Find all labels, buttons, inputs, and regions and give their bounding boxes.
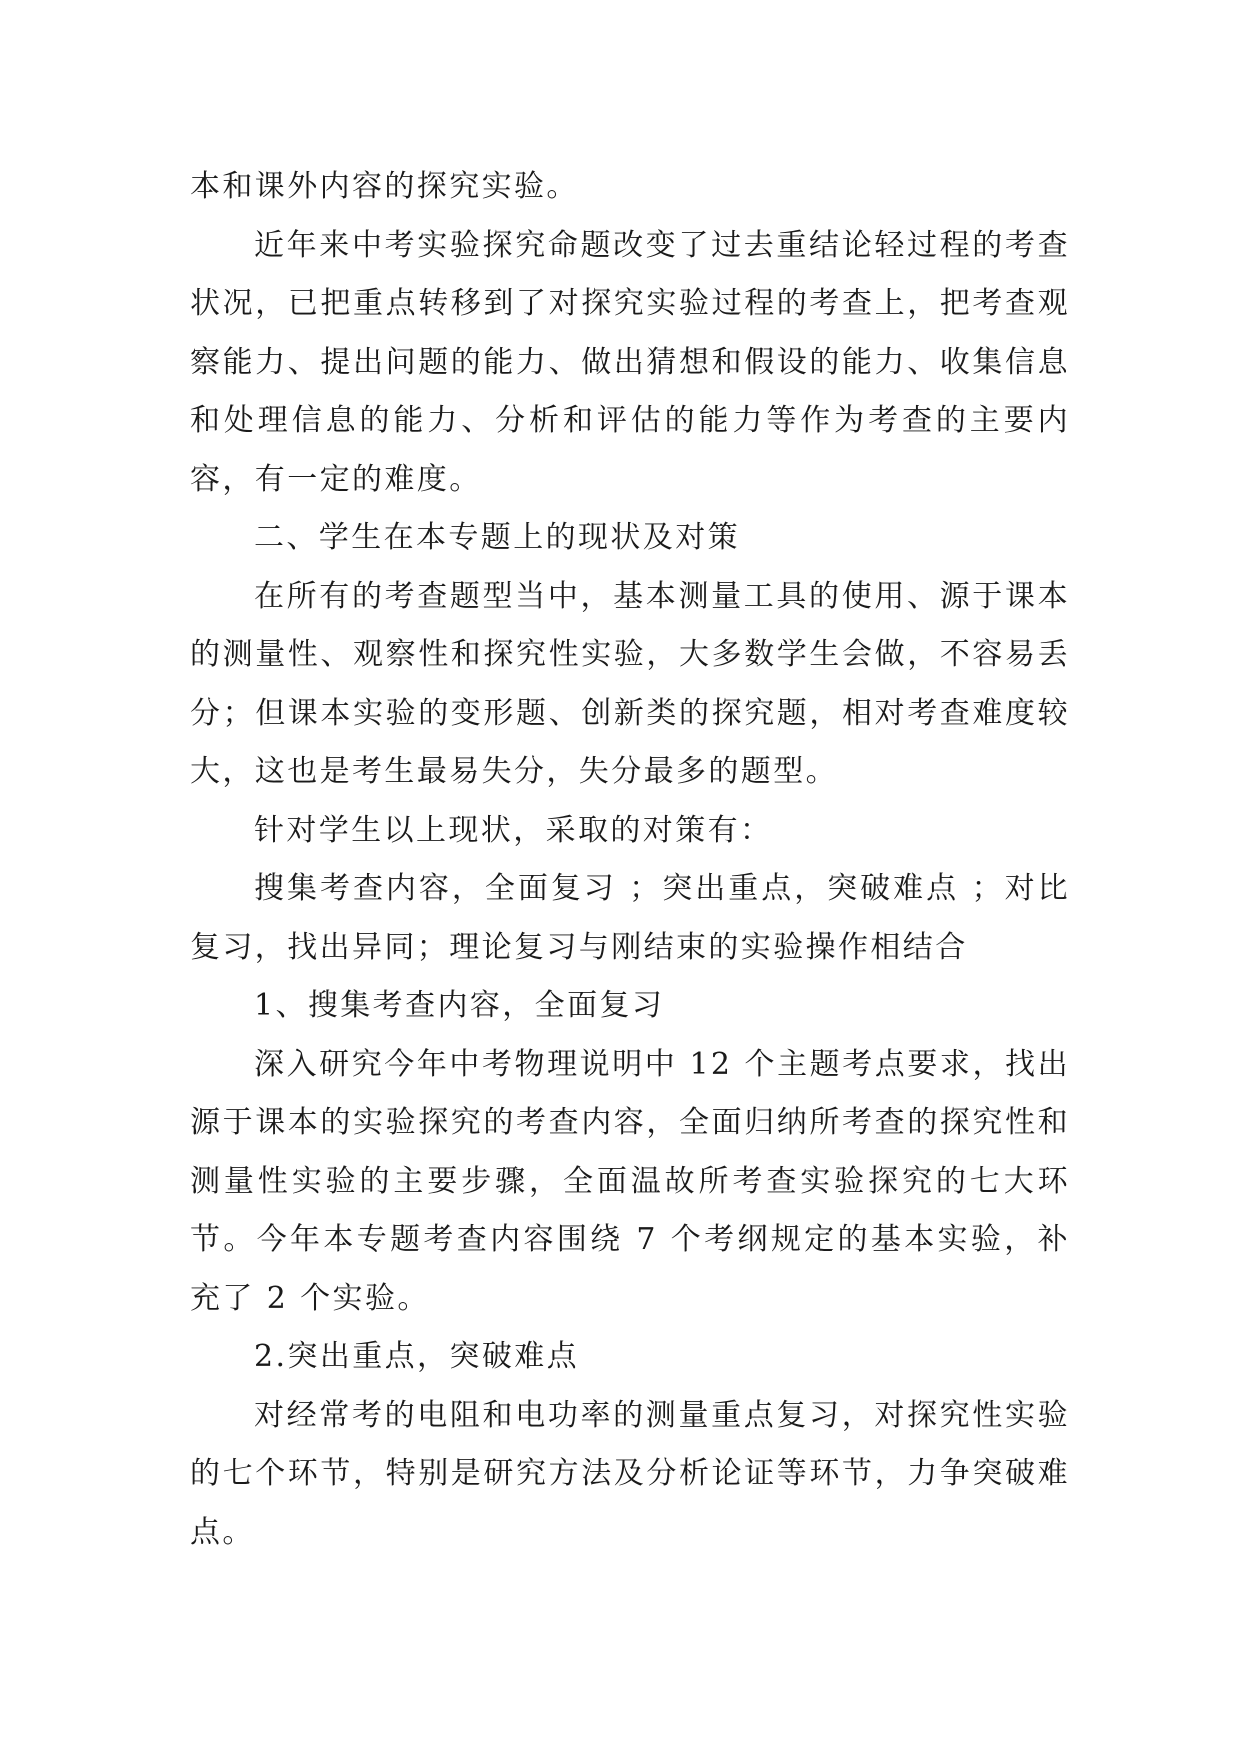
paragraph-continuation: 本和课外内容的探究实验。	[190, 169, 579, 204]
subheading-key-points: 2.突出重点，突破难点	[254, 1339, 580, 1374]
document-body	[190, 158, 1070, 1562]
paragraph-question-types: 在所有的考查题型当中，基本测量工具的使用、源于课本的测量性、观察性和探究性实验，大多数学生会做，不容易丢分；但课本实验的变形题、创新类的探究题，相对考查难度较大，这也是考生最易失分，失分最多的题型。	[190, 578, 1070, 789]
paragraph-research-syllabus: 深入研究今年中考物理说明中 12 个主题考点要求，找出源于课本的实验探究的考查内容，全面归纳所考查的探究性和测量性实验的主要步骤，全面温故所考查实验探究的七大环节。今年本专题考查内容围绕 7 个考纲规定的基本实验，补充了 2 个实验。	[190, 1046, 1070, 1316]
subheading-collect-content: 1、搜集考查内容，全面复习	[254, 988, 665, 1023]
section-heading-status-and-strategy: 二、学生在本专题上的现状及对策	[254, 520, 740, 555]
paragraph-strategy-intro: 针对学生以上现状，采取的对策有：	[254, 812, 773, 848]
paragraph-exam-trend: 近年来中考实验探究命题改变了过去重结论轻过程的考查状况，已把重点转移到了对探究实验过程的考查上，把考查观察能力、提出问题的能力、做出猜想和假设的能力、收集信息和处理信息的能力、分析和评估的能力等作为考查的主要内容，有一定的难度。	[190, 227, 1070, 497]
paragraph-key-review: 对经常考的电阻和电功率的测量重点复习，对探究性实验的七个环节，特别是研究方法及分析论证等环节，力争突破难点。	[190, 1397, 1070, 1550]
paragraph-strategy-list: 搜集考查内容，全面复习 ；突出重点，突破难点 ；对比复习，找出异同；理论复习与刚结束的实验操作相结合	[190, 871, 1070, 965]
